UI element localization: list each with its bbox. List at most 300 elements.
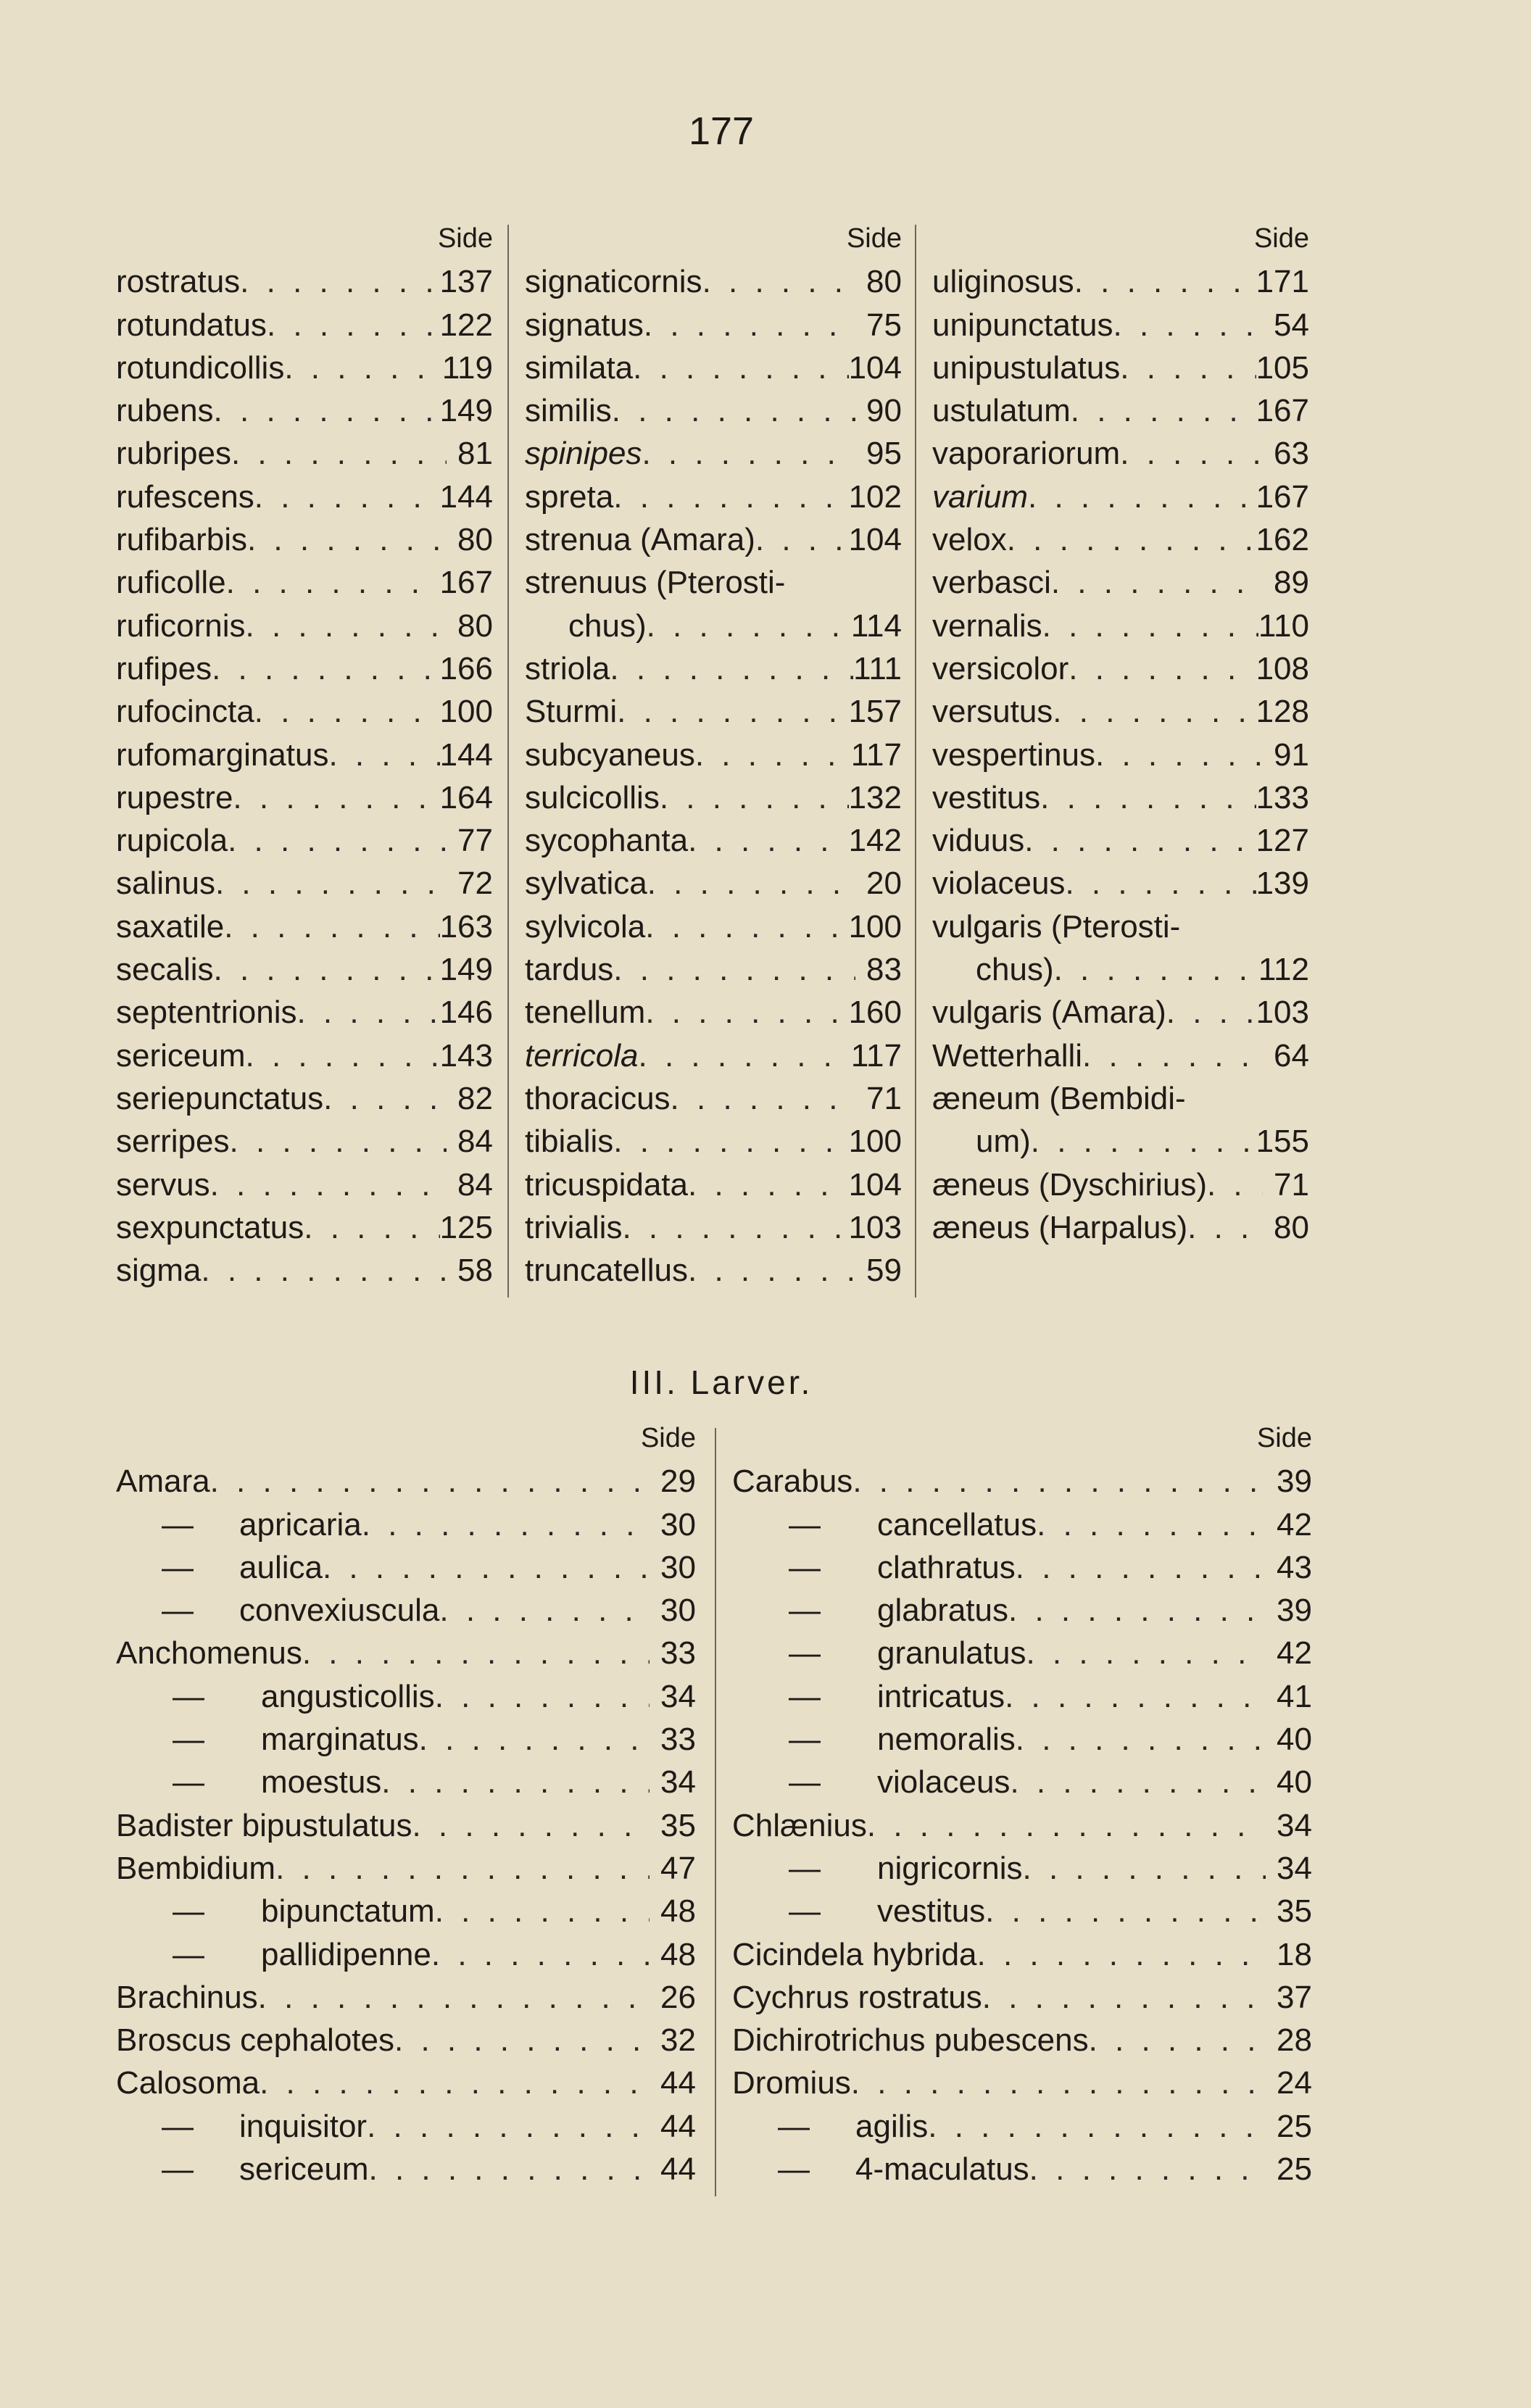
index-entry xyxy=(525,862,902,905)
index-entry xyxy=(116,561,493,604)
index-entry xyxy=(525,561,902,604)
entry-page-number: 80 xyxy=(457,607,493,644)
index-entry xyxy=(116,476,493,518)
index-entry xyxy=(525,1206,902,1249)
index-entry xyxy=(932,389,1309,432)
entry-page-number: 163 xyxy=(439,908,493,944)
dot-leader xyxy=(695,734,851,776)
index-entry xyxy=(116,734,493,776)
entry-term: vaporariorum xyxy=(932,436,1121,472)
column-divider xyxy=(915,225,916,1298)
entry-page-number: 34 xyxy=(1277,1807,1312,1843)
index-entry xyxy=(116,647,493,690)
dot-leader xyxy=(419,1718,650,1761)
index-entry xyxy=(116,1847,696,1890)
section-title: III. Larver. xyxy=(629,1363,813,1401)
index-entry xyxy=(932,432,1309,475)
dot-leader xyxy=(367,2105,650,2148)
entry-page-number: 81 xyxy=(457,436,493,472)
entry-page-number: 59 xyxy=(866,1253,902,1289)
entry-term: Calosoma xyxy=(116,2065,260,2101)
entry-page-number: 167 xyxy=(439,565,493,601)
dot-leader xyxy=(267,304,440,346)
entry-page-number: 114 xyxy=(850,607,902,644)
dot-leader xyxy=(622,1206,848,1249)
entry-page-number: 34 xyxy=(660,1764,696,1801)
entry-page-number: 104 xyxy=(848,522,902,558)
entry-page-number: 39 xyxy=(1277,1464,1312,1500)
entry-page-number: 157 xyxy=(848,694,902,730)
entry-term: rubens xyxy=(116,393,214,429)
dot-leader xyxy=(688,1249,855,1292)
dot-leader xyxy=(1166,991,1256,1034)
entry-term: velox xyxy=(932,522,1007,558)
dot-leader xyxy=(1071,389,1256,432)
index-entry xyxy=(525,304,902,346)
entry-term: sulcicollis xyxy=(525,779,660,815)
ditto-dash: — xyxy=(778,2108,810,2144)
dot-leader xyxy=(613,1120,848,1163)
index-entry xyxy=(932,991,1309,1034)
dot-leader xyxy=(647,862,855,905)
entry-term: trivialis xyxy=(525,1209,623,1245)
index-entry xyxy=(932,776,1309,819)
entry-page-number: 30 xyxy=(660,1593,696,1629)
dot-leader xyxy=(1053,690,1256,733)
entry-page-number: 34 xyxy=(660,1678,696,1714)
entry-page-number: 26 xyxy=(660,1979,696,2015)
index-entry xyxy=(732,1890,1312,1932)
dot-leader xyxy=(439,1589,650,1632)
entry-term: violaceus xyxy=(932,865,1066,902)
side-header: Side xyxy=(1256,1423,1312,1453)
dot-leader xyxy=(1095,734,1263,776)
entry-term: Wetterhalli xyxy=(932,1037,1083,1074)
index-entry xyxy=(932,605,1309,647)
dot-leader xyxy=(1026,1632,1266,1674)
entry-page-number: 80 xyxy=(1274,1209,1309,1245)
entry-term: sericeum xyxy=(239,2151,369,2188)
entry-page-number: 143 xyxy=(439,1037,493,1074)
entry-term: striola xyxy=(525,650,610,686)
entry-page-number: 162 xyxy=(1256,522,1309,558)
dot-leader xyxy=(233,776,439,819)
ditto-dash: — xyxy=(162,1549,194,1585)
index-entry xyxy=(932,948,1309,991)
dot-leader xyxy=(1054,948,1258,991)
entry-term: strenua (Amara) xyxy=(525,522,755,558)
entry-term: versicolor xyxy=(932,650,1069,686)
side-header: Side xyxy=(437,223,493,254)
ditto-dash: — xyxy=(789,1506,821,1543)
entry-term: unipustulatus xyxy=(932,349,1121,386)
entry-term: Dichirotrichus pubescens xyxy=(732,2022,1089,2059)
entry-page-number: 160 xyxy=(848,995,902,1031)
entry-term: vulgaris (Pterosti- xyxy=(932,908,1181,944)
entry-term: inquisitor xyxy=(239,2108,368,2144)
entry-page-number: 89 xyxy=(1274,565,1309,601)
index-entry xyxy=(732,1718,1312,1761)
dot-leader xyxy=(201,1249,447,1292)
entry-term: sylvicola xyxy=(525,908,646,944)
entry-page-number: 44 xyxy=(660,2065,696,2101)
index-entry xyxy=(116,1761,696,1803)
entry-term: clathratus xyxy=(877,1549,1016,1585)
dot-leader xyxy=(612,389,855,432)
index-entry xyxy=(116,2019,696,2062)
dot-leader xyxy=(210,1163,447,1206)
index-entry xyxy=(525,734,902,776)
entry-page-number: 58 xyxy=(457,1253,493,1289)
entry-page-number: 34 xyxy=(1277,1850,1312,1886)
dot-leader xyxy=(1065,862,1256,905)
entry-page-number: 20 xyxy=(866,865,902,902)
index-entry xyxy=(116,518,493,561)
entry-term: verbasci xyxy=(932,565,1051,601)
entry-page-number: 84 xyxy=(457,1124,493,1160)
entry-page-number: 77 xyxy=(457,823,493,859)
entry-term: tardus xyxy=(525,952,614,988)
entry-term: rostratus xyxy=(116,264,241,300)
entry-page-number: 44 xyxy=(660,2151,696,2188)
entry-page-number: 108 xyxy=(1256,650,1309,686)
entry-term: saxatile xyxy=(116,908,225,944)
index-entry xyxy=(116,2062,696,2104)
dot-leader xyxy=(228,819,447,862)
entry-term: vestitus xyxy=(932,779,1041,815)
index-entry xyxy=(525,432,902,475)
dot-leader xyxy=(362,1503,650,1546)
entry-term: sigma xyxy=(116,1253,202,1289)
index-entry xyxy=(932,1077,1309,1120)
dot-leader xyxy=(1016,1718,1266,1761)
dot-leader xyxy=(254,690,440,733)
index-entry xyxy=(525,948,902,991)
entry-page-number: 41 xyxy=(1277,1678,1312,1714)
entry-term: ruficolle xyxy=(116,565,226,601)
index-entry xyxy=(525,819,902,862)
dot-leader xyxy=(369,2148,650,2191)
entry-page-number: 103 xyxy=(848,1209,902,1245)
side-header: Side xyxy=(1253,223,1309,254)
index-entry xyxy=(116,389,493,432)
dot-leader xyxy=(617,690,848,733)
entry-term: uliginosus xyxy=(932,264,1074,300)
dot-leader xyxy=(246,1034,440,1077)
entry-term: angusticollis xyxy=(261,1678,435,1714)
index-entry xyxy=(932,1120,1309,1163)
entry-term: Cychrus rostratus xyxy=(732,1979,982,2015)
index-entry xyxy=(732,2062,1312,2104)
index-entry xyxy=(525,647,902,690)
entry-term: versutus xyxy=(932,694,1053,730)
index-entry xyxy=(116,346,493,389)
entry-term: Anchomenus xyxy=(116,1635,302,1672)
index-column-2 xyxy=(525,217,902,1292)
index-entry xyxy=(116,1890,696,1932)
dot-leader xyxy=(215,862,447,905)
entry-term: æneus (Dyschirius) xyxy=(932,1166,1207,1203)
side-header: Side xyxy=(846,223,902,254)
entry-term: Dromius xyxy=(732,2065,851,2101)
dot-leader xyxy=(610,647,853,690)
ditto-dash: — xyxy=(789,1764,821,1801)
index-entry xyxy=(932,346,1309,389)
dot-leader xyxy=(1187,1206,1263,1249)
entry-page-number: 117 xyxy=(850,736,902,773)
dot-leader xyxy=(1008,1589,1266,1632)
dot-leader xyxy=(381,1761,650,1803)
dot-leader xyxy=(1010,1761,1266,1803)
entry-term: spreta xyxy=(525,478,614,515)
ditto-dash: — xyxy=(789,1549,821,1585)
entry-term: tenellum xyxy=(525,995,646,1031)
index-entry xyxy=(116,776,493,819)
entry-page-number: 80 xyxy=(866,264,902,300)
index-entry xyxy=(116,1589,696,1632)
entry-term: similata xyxy=(525,349,634,386)
larver-column-1 xyxy=(116,1417,696,2191)
entry-page-number: 139 xyxy=(1256,865,1309,902)
dot-leader xyxy=(224,905,439,948)
ditto-dash: — xyxy=(173,1722,204,1758)
index-entry xyxy=(732,2105,1312,2148)
dot-leader xyxy=(1207,1163,1263,1206)
entry-page-number: 48 xyxy=(660,1936,696,1972)
entry-term: septentrionis xyxy=(116,995,297,1031)
entry-term: 4-maculatus xyxy=(855,2151,1029,2188)
side-header: Side xyxy=(640,1423,696,1453)
entry-page-number: 25 xyxy=(1277,2151,1312,2188)
entry-term: vulgaris (Amara) xyxy=(932,995,1166,1031)
index-entry xyxy=(116,605,493,647)
entry-term: rupicola xyxy=(116,823,228,859)
ditto-dash: — xyxy=(778,2151,810,2188)
entry-page-number: 48 xyxy=(660,1893,696,1930)
dot-leader xyxy=(867,1804,1266,1847)
dot-leader xyxy=(688,1163,849,1206)
dot-leader xyxy=(275,1847,650,1890)
index-entry xyxy=(932,1206,1309,1249)
dot-leader xyxy=(230,1120,447,1163)
entry-page-number: 83 xyxy=(866,952,902,988)
entry-term: rufomarginatus xyxy=(116,736,329,773)
entry-page-number: 42 xyxy=(1277,1506,1312,1543)
entry-page-number: 104 xyxy=(848,349,902,386)
dot-leader xyxy=(1028,476,1256,518)
dot-leader xyxy=(1074,260,1256,303)
index-entry xyxy=(116,260,493,303)
entry-term: convexiuscula xyxy=(239,1593,440,1629)
index-entry xyxy=(525,1034,902,1077)
dot-leader xyxy=(240,260,439,303)
entry-term: seriepunctatus xyxy=(116,1080,324,1116)
entry-term: tibialis xyxy=(525,1124,614,1160)
ditto-dash: — xyxy=(789,1635,821,1672)
entry-page-number: 18 xyxy=(1277,1936,1312,1972)
index-column-1 xyxy=(116,217,493,1292)
entry-page-number: 125 xyxy=(439,1209,493,1245)
entry-page-number: 167 xyxy=(1256,478,1309,515)
entry-term: chus) xyxy=(976,952,1054,988)
entry-term: signatus xyxy=(525,307,644,343)
entry-page-number: 37 xyxy=(1277,1979,1312,2015)
dot-leader xyxy=(1016,1546,1266,1589)
entry-page-number: 149 xyxy=(439,393,493,429)
index-entry xyxy=(932,518,1309,561)
entry-page-number: 142 xyxy=(848,823,902,859)
entry-page-number: 144 xyxy=(439,478,493,515)
index-entry xyxy=(116,1077,493,1120)
dot-leader xyxy=(977,1933,1266,1976)
dot-leader xyxy=(1007,518,1256,561)
entry-page-number: 100 xyxy=(848,1124,902,1160)
entry-page-number: 71 xyxy=(1274,1166,1309,1203)
dot-leader xyxy=(1040,776,1256,819)
dot-leader xyxy=(254,476,440,518)
dot-leader xyxy=(1037,1503,1266,1546)
entry-term: granulatus xyxy=(877,1635,1026,1672)
index-entry xyxy=(732,1933,1312,1976)
index-entry xyxy=(116,304,493,346)
index-entry xyxy=(116,1206,493,1249)
dot-leader xyxy=(1051,561,1263,604)
index-entry xyxy=(525,260,902,303)
entry-page-number: 84 xyxy=(457,1166,493,1203)
entry-page-number: 100 xyxy=(439,694,493,730)
entry-term: thoracicus xyxy=(525,1080,671,1116)
entry-term: violaceus xyxy=(877,1764,1011,1801)
dot-leader xyxy=(231,432,447,475)
index-entry xyxy=(116,991,493,1034)
entry-term: rufibarbis xyxy=(116,522,247,558)
index-entry xyxy=(732,1589,1312,1632)
dot-leader xyxy=(435,1890,650,1932)
entry-term: viduus xyxy=(932,823,1025,859)
dot-leader xyxy=(246,605,447,647)
dot-leader xyxy=(284,346,442,389)
index-entry xyxy=(116,862,493,905)
ditto-dash: — xyxy=(789,1722,821,1758)
entry-page-number: 144 xyxy=(439,736,493,773)
dot-leader xyxy=(851,2062,1266,2104)
index-entry xyxy=(732,1804,1312,1847)
index-entry xyxy=(525,1163,902,1206)
entry-term: rupestre xyxy=(116,779,233,815)
entry-page-number: 119 xyxy=(441,349,493,386)
dot-leader xyxy=(412,1804,650,1847)
entry-term: Amara xyxy=(116,1464,210,1500)
index-entry xyxy=(116,1976,696,2019)
entry-page-number: 112 xyxy=(1258,952,1309,988)
ditto-dash: — xyxy=(173,1936,204,1972)
entry-page-number: 24 xyxy=(1277,2065,1312,2101)
entry-page-number: 167 xyxy=(1256,393,1309,429)
entry-term: rubripes xyxy=(116,436,231,472)
entry-page-number: 30 xyxy=(660,1506,696,1543)
dot-leader xyxy=(1024,819,1256,862)
dot-leader xyxy=(323,1077,447,1120)
entry-page-number: 39 xyxy=(1277,1593,1312,1629)
entry-page-number: 128 xyxy=(1256,694,1309,730)
index-entry xyxy=(525,776,902,819)
index-entry xyxy=(116,2148,696,2191)
index-entry xyxy=(932,647,1309,690)
index-entry xyxy=(525,1120,902,1163)
dot-leader xyxy=(1042,605,1258,647)
dot-leader xyxy=(431,1933,650,1976)
entry-page-number: 111 xyxy=(853,650,902,686)
index-entry xyxy=(932,690,1309,733)
index-entry xyxy=(732,1546,1312,1589)
index-entry xyxy=(116,1933,696,1976)
index-entry xyxy=(932,1163,1309,1206)
entry-term: ruficornis xyxy=(116,607,246,644)
index-entry xyxy=(525,346,902,389)
index-entry xyxy=(732,1632,1312,1674)
index-entry xyxy=(932,260,1309,303)
index-entry xyxy=(525,605,902,647)
entry-term: spinipes xyxy=(525,436,642,472)
ditto-dash: — xyxy=(162,2108,194,2144)
entry-term: Chlænius xyxy=(732,1807,867,1843)
entry-term: sycophanta xyxy=(525,823,689,859)
index-entry xyxy=(116,1249,493,1292)
column-divider xyxy=(715,1428,716,2196)
index-entry xyxy=(932,304,1309,346)
index-entry xyxy=(116,1632,696,1674)
entry-term: Sturmi xyxy=(525,694,618,730)
entry-term: intricatus xyxy=(877,1678,1005,1714)
dot-leader xyxy=(226,561,440,604)
index-entry xyxy=(116,1675,696,1718)
entry-term: Cicindela hybrida xyxy=(732,1936,977,1972)
ditto-dash: — xyxy=(173,1678,204,1714)
entry-term: rotundatus xyxy=(116,307,267,343)
index-entry xyxy=(932,476,1309,518)
index-entry xyxy=(525,991,902,1034)
entry-term: sylvatica xyxy=(525,865,647,902)
index-entry xyxy=(732,2148,1312,2191)
index-entry xyxy=(732,1503,1312,1546)
entry-term: similis xyxy=(525,393,612,429)
entry-term: apricaria xyxy=(239,1506,362,1543)
entry-term: rotundicollis xyxy=(116,349,285,386)
dot-leader xyxy=(1120,432,1263,475)
index-entry xyxy=(116,2105,696,2148)
entry-term: marginatus xyxy=(261,1722,419,1758)
entry-page-number: 82 xyxy=(457,1080,493,1116)
ditto-dash: — xyxy=(789,1593,821,1629)
entry-page-number: 137 xyxy=(439,264,493,300)
dot-leader xyxy=(1082,1034,1263,1077)
dot-leader xyxy=(302,1632,650,1674)
entry-term: chus) xyxy=(568,607,647,644)
entry-term: pallidipenne xyxy=(261,1936,431,1972)
index-entry xyxy=(932,862,1309,905)
entry-page-number: 28 xyxy=(1277,2022,1312,2059)
index-entry xyxy=(525,1077,902,1120)
entry-term: rufescens xyxy=(116,478,254,515)
index-entry xyxy=(116,1034,493,1077)
index-entry xyxy=(116,905,493,948)
index-entry xyxy=(932,561,1309,604)
index-entry xyxy=(732,1460,1312,1503)
ditto-dash: — xyxy=(789,1893,821,1930)
entry-term: rufocincta xyxy=(116,694,254,730)
entry-page-number: 110 xyxy=(1258,607,1309,644)
column-divider xyxy=(507,225,509,1298)
